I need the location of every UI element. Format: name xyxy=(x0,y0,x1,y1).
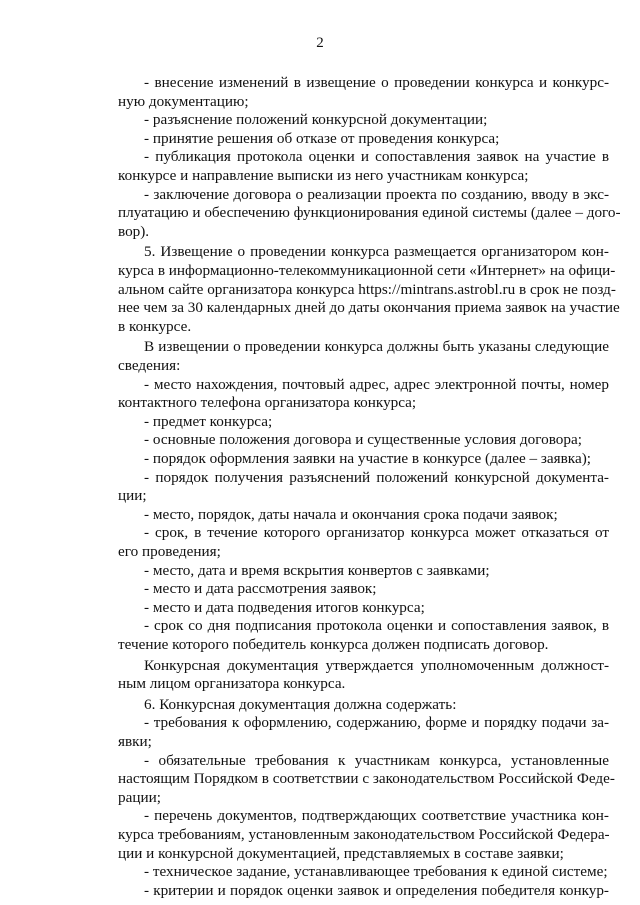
text-line: - обязательные требования к участникам конкурса, установленные xyxy=(144,751,609,769)
text-line: ции; xyxy=(118,487,147,505)
text-line: - перечень документов, подтверждающих соответствие участника кон- xyxy=(144,807,609,825)
text-line: - место и дата рассмотрения заявок; xyxy=(144,580,377,598)
text-line: - место нахождения, почтовый адрес, адрес электронной почты, номер xyxy=(144,375,609,393)
text-line: - требования к оформлению, содержанию, форме и порядку подачи за- xyxy=(144,714,609,732)
text-line: ную документацию; xyxy=(118,92,249,110)
text-line: - основные положения договора и существенные условия договора; xyxy=(144,431,582,449)
text-line: курса в информационно-телекоммуникационной сети «Интернет» на офици- xyxy=(118,262,616,279)
text-line: 5. Извещение о проведении конкурса размещается организатором кон- xyxy=(144,243,609,261)
text-line: - место, дата и время вскрытия конвертов с заявками; xyxy=(144,561,490,579)
text-line: - срок со дня подписания протокола оценки и сопоставления заявок, в xyxy=(144,617,609,635)
text-line: рации; xyxy=(118,788,161,806)
text-line: настоящим Порядком в соответствии с законодательством Российской Феде- xyxy=(118,770,615,788)
text-line: - критерии и порядок оценки заявок и определения победителя конкур- xyxy=(144,881,609,899)
text-line: - порядок получения разъяснений положений конкурсной документа- xyxy=(144,468,609,486)
text-line: - разъяснение положений конкурсной документации; xyxy=(144,111,488,129)
text-line: - срок, в течение которого организатор конкурса может отказаться от xyxy=(144,524,609,542)
text-line: - внесение изменений в извещение о проведении конкурса и конкурс- xyxy=(144,74,609,91)
text-line: В извещении о проведении конкурса должны быть указаны следующие xyxy=(144,338,609,356)
text-line: его проведения; xyxy=(118,543,221,560)
text-line: ции и конкурсной документацией, представляемых в составе заявки; xyxy=(118,844,564,862)
text-line: вор). xyxy=(118,222,150,240)
text-line: курса требованиям, установленным законодательством Российской Федера- xyxy=(118,826,610,843)
text-line: Конкурсная документация утверждается уполномоченным должност- xyxy=(144,656,609,674)
text-line: альном сайте организатора конкурса https://mintrans.astrobl.ru в срок не позд- xyxy=(118,280,616,298)
text-line: - техническое задание, устанавливающее требования к единой системе; xyxy=(144,863,608,881)
text-line: - принятие решения об отказе от проведения конкурса; xyxy=(144,129,500,147)
text-line: явки; xyxy=(118,733,152,750)
text-line: нее чем за 30 календарных дней до даты окончания приема заявок на участие xyxy=(118,299,620,317)
text-line: контактного телефона организатора конкурса; xyxy=(118,394,417,412)
text-line: конкурсе и направление выписки из него участникам конкурса; xyxy=(118,167,529,184)
text-line: - порядок оформления заявки на участие в конкурсе (далее – заявка); xyxy=(144,450,591,467)
text-line: - место и дата подведения итогов конкурса; xyxy=(144,598,425,616)
text-line: - заключение договора о реализации проекта по созданию, вводу в экс- xyxy=(144,185,609,203)
text-line: в конкурсе. xyxy=(118,317,192,335)
text-line: - место, порядок, даты начала и окончания срока подачи заявок; xyxy=(144,505,558,523)
text-line: 6. Конкурсная документация должна содержать: xyxy=(144,695,457,713)
text-line: сведения: xyxy=(118,357,181,374)
text-line: плуатацию и обеспечению функционирования единой системы (далее – дого- xyxy=(118,204,621,222)
text-line: ным лицом организатора конкурса. xyxy=(118,675,346,693)
page-number: 2 xyxy=(316,35,324,51)
text-line: течение которого победитель конкурса должен подписать договор. xyxy=(118,636,549,653)
text-line: - предмет конкурса; xyxy=(144,412,273,430)
text-line: - публикация протокола оценки и сопоставления заявок на участие в xyxy=(144,148,609,166)
